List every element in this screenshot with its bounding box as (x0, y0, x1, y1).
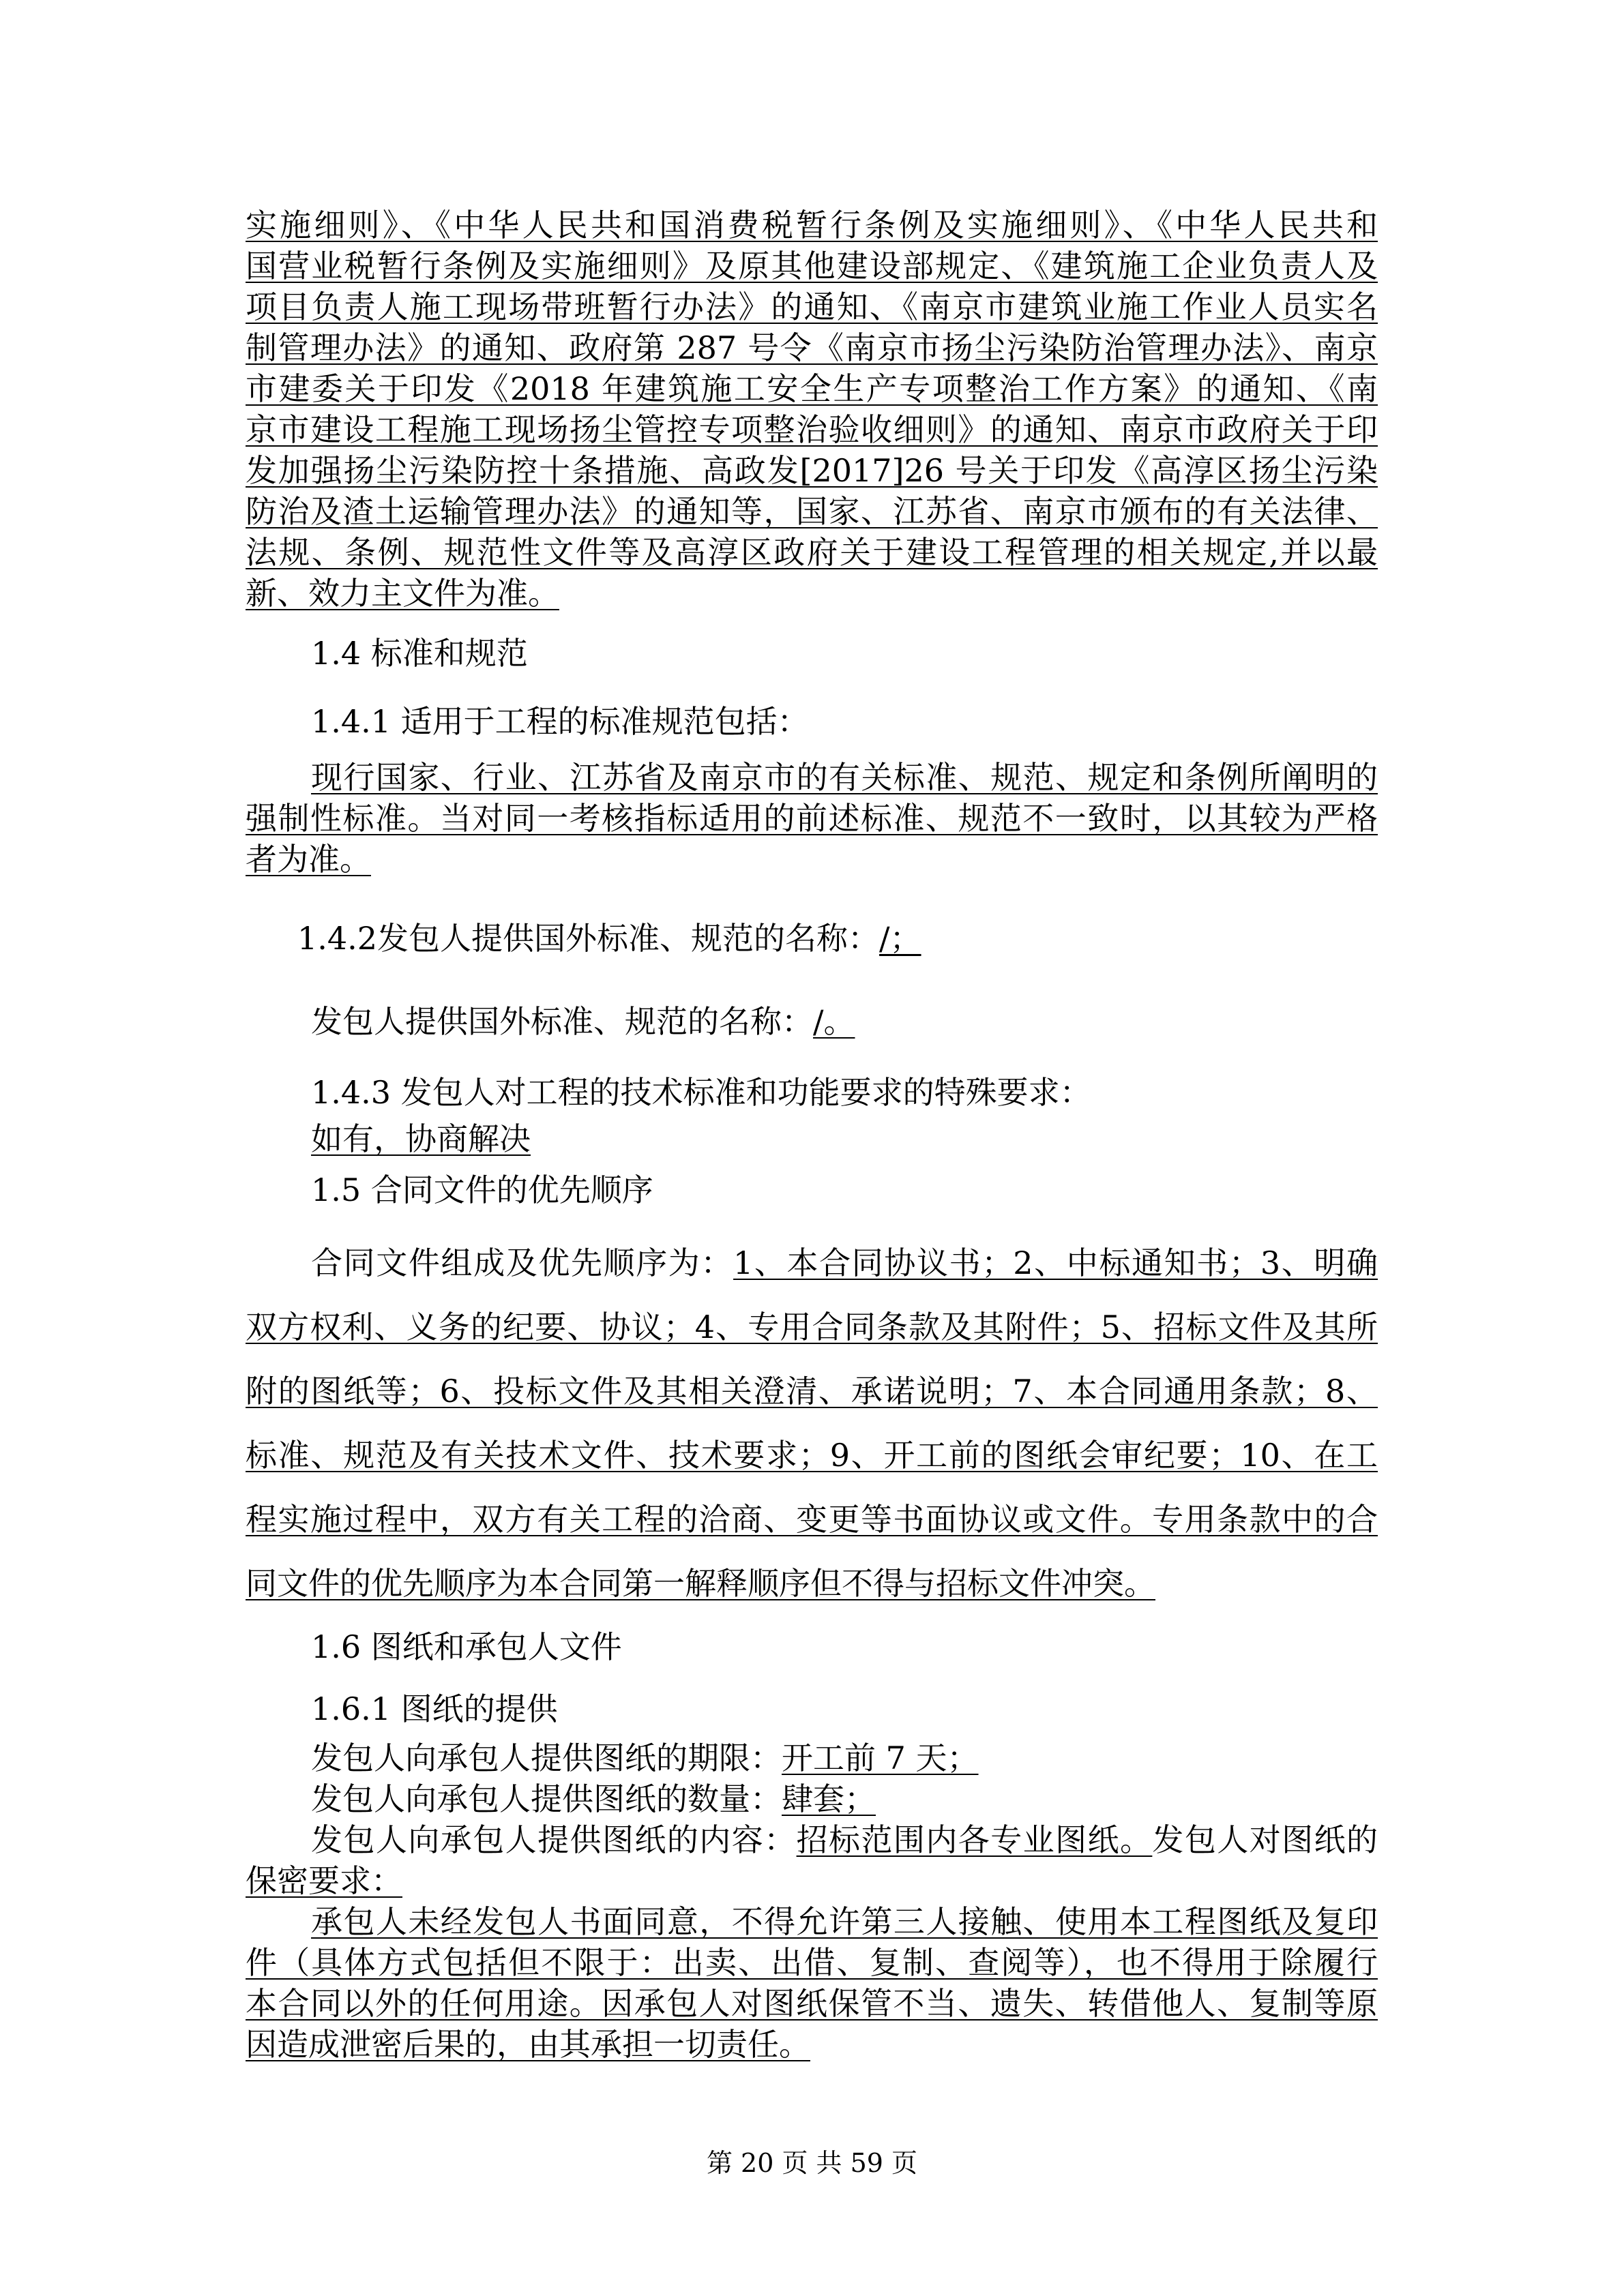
section-heading-1-6-1: 1.6.1 图纸的提供 (311, 1690, 558, 1727)
section-heading-1-4-1: 1.4.1 适用于工程的标准规范包括： (311, 703, 809, 740)
text-line (246, 1860, 1378, 1901)
field-value: 招标范围内各专业图纸。 (796, 1821, 1153, 1858)
field-label: 发包人向承包人提供图纸的期限： (311, 1740, 782, 1776)
text-line: 制管理办法》的通知、政府第 287 号令《南京市扬尘污染防治管理办法》、南京 (246, 329, 1378, 366)
underlined-text: 如有，协商解决 (311, 1120, 531, 1157)
text-line (246, 1738, 1378, 1778)
underlined-text: 者为准。 (246, 841, 371, 878)
field-label: 合同文件组成及优先顺序为： (311, 1244, 734, 1281)
text-line: 承包人未经发包人书面同意，不得允许第三人接触、使用本工程图纸及复印 (311, 1903, 1378, 1940)
text-line (246, 573, 1378, 614)
text-line: 本合同以外的任何用途。因承包人对图纸保管不当、遗失、转借他人、复制等原 (246, 1985, 1378, 2022)
text-line: 京市建设工程施工现场扬尘管控专项整治验收细则》的通知、南京市政府关于印 (246, 411, 1378, 448)
section-heading-1-5: 1.5 合同文件的优先顺序 (311, 1172, 653, 1208)
text-line: 现行国家、行业、江苏省及南京市的有关标准、规范、规定和条例所阐明的 (311, 759, 1378, 796)
text-line: 国营业税暂行条例及实施细则》及原其他建设部规定、《建筑施工企业负责人及 (246, 248, 1378, 284)
underlined-text: 保密要求： (246, 1862, 402, 1899)
text-line (246, 1242, 1378, 1283)
underlined-text: 因造成泄密后果的，由其承担一切责任。 (246, 2026, 810, 2063)
text-line: 程实施过程中，双方有关工程的洽商、变更等书面协议或文件。专用条款中的合 (246, 1501, 1378, 1538)
field-value: 肆套； (782, 1780, 876, 1817)
section-heading-1-4-2 (246, 918, 1378, 959)
field-value: 开工前 7 天； (782, 1740, 979, 1776)
text-line: 强制性标准。当对同一考核指标适用的前述标准、规范不一致时，以其较为严格 (246, 800, 1378, 837)
field-label: 1.4.2发包人提供国外标准、规范的名称： (297, 920, 880, 957)
text-line (246, 1001, 1378, 1042)
section-heading-1-4: 1.4 标准和规范 (311, 635, 528, 672)
underlined-text: 同文件的优先顺序为本合同第一解释顺序但不得与招标文件冲突。 (246, 1565, 1155, 1602)
field-value: /。 (813, 1003, 855, 1040)
field-label: 发包人向承包人提供图纸的数量： (311, 1780, 782, 1817)
section-heading-1-6: 1.6 图纸和承包人文件 (311, 1628, 622, 1665)
text-line: 双方权利、义务的纪要、协议；4、专用合同条款及其附件；5、招标文件及其所 (246, 1309, 1378, 1345)
text-line (246, 1118, 1378, 1159)
text-line: 标准、规范及有关技术文件、技术要求；9、开工前的图纸会审纪要；10、在工 (246, 1437, 1378, 1474)
section-heading-1-4-3: 1.4.3 发包人对工程的技术标准和功能要求的特殊要求： (311, 1074, 1091, 1111)
text-line: 实施细则》、《中华人民共和国消费税暂行条例及实施细则》、《中华人民共和 (246, 207, 1378, 243)
text-line (246, 2024, 1378, 2065)
text-line (246, 1778, 1378, 1819)
field-value: /； (879, 920, 921, 957)
field-label: 发包人向承包人提供图纸的内容： (311, 1821, 797, 1858)
text-line (246, 839, 1378, 880)
text-line: 发加强扬尘污染防控十条措施、高政发[2017]26 号关于印发《高淳区扬尘污染 (246, 452, 1378, 489)
page-footer: 第 20 页 共 59 页 (706, 2148, 918, 2178)
text-line (246, 1563, 1378, 1604)
text-fragment: 发包人对图纸的 (1152, 1821, 1378, 1858)
text-line (246, 1819, 1378, 1860)
underlined-text: 新、效力主文件为准。 (246, 575, 559, 612)
field-value: 1、本合同协议书；2、中标通知书；3、明确 (733, 1244, 1378, 1281)
text-line: 防治及渣土运输管理办法》的通知等，国家、江苏省、南京市颁布的有关法律、 (246, 493, 1378, 530)
text-line: 件（具体方式包括但不限于：出卖、出借、复制、查阅等），也不得用于除履行 (246, 1944, 1378, 1981)
text-line: 市建委关于印发《2018 年建筑施工安全生产专项整治工作方案》的通知、《南 (246, 370, 1378, 407)
field-label: 发包人提供国外标准、规范的名称： (311, 1003, 813, 1040)
text-line: 项目负责人施工现场带班暂行办法》的通知、《南京市建筑业施工作业人员实名 (246, 288, 1378, 325)
text-line: 法规、条例、规范性文件等及高淳区政府关于建设工程管理的相关规定,并以最 (246, 534, 1378, 571)
text-line: 附的图纸等；6、投标文件及其相关澄清、承诺说明；7、本合同通用条款；8、 (246, 1373, 1378, 1410)
